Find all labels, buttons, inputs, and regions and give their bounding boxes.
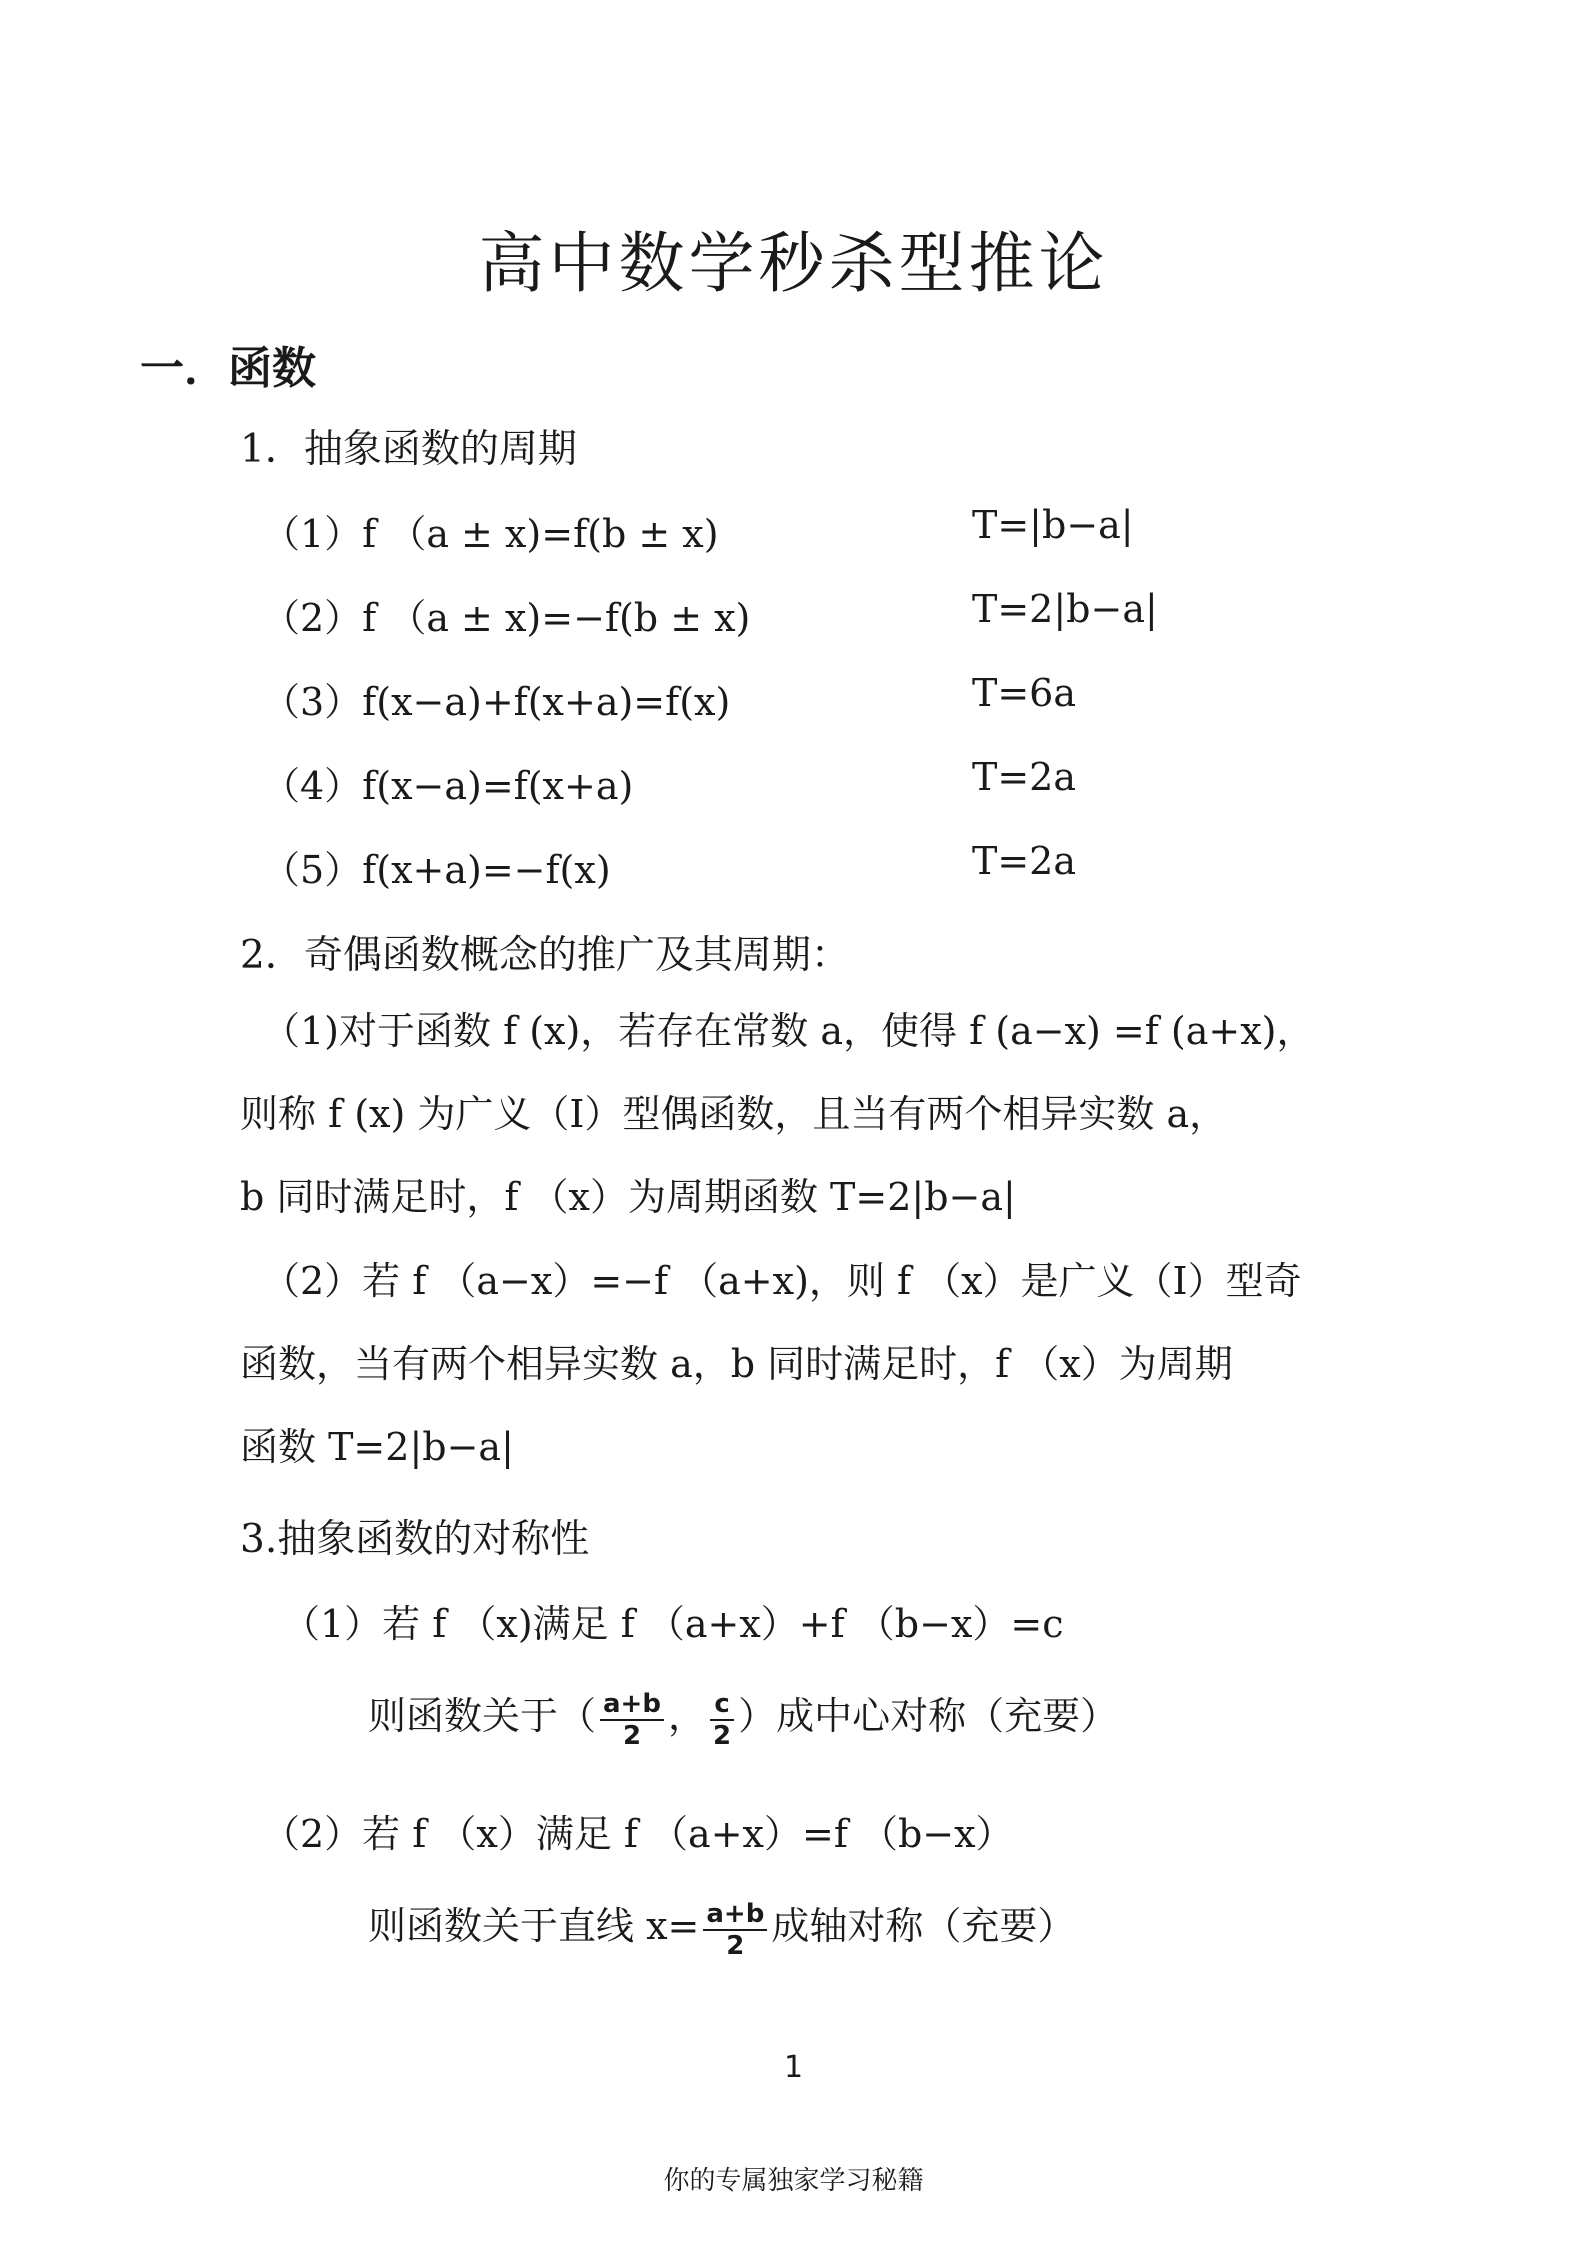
subsection-heading-symmetry: 3.抽象函数的对称性 [240,1517,590,1562]
formula-row-5: （5）f(x+a)=−f(x) [262,848,611,892]
period-row-2: T=2|b−a| [972,587,1158,631]
subsection-heading-parity: 2．奇偶函数概念的推广及其周期： [240,933,850,978]
formula-row-3: （3）f(x−a)+f(x+a)=f(x) [262,680,731,724]
symmetry-conclusion-1 [368,1676,1118,1756]
period-row-3: T=6a [972,671,1077,715]
formula-row-2: （2）f （a ± x)=−f(b ± x) [262,596,751,640]
period-row-1: T=|b−a| [972,503,1134,547]
conclusion-text: 成轴对称（充要） [771,1904,1076,1948]
fraction-c-over-2: $\frac{c}{2}$ [710,1689,734,1751]
paragraph-line: 函数，当有两个相异实数 a，b 同时满足时，f （x）为周期 [240,1342,1233,1386]
paragraph-generalized-odd [240,1240,1360,1489]
paragraph-line: 函数 T=2|b−a| [240,1425,514,1469]
symmetry-condition-2: （2）若 f （x）满足 f （a+x）=f （b−x） [262,1812,1014,1856]
paragraph-line: 则称 f (x) 为广义（Ⅰ）型偶函数，且当有两个相异实数 a， [240,1092,1228,1136]
page-footer: 你的专属独家学习秘籍 [663,2166,924,2196]
conclusion-separator: ， [667,1694,706,1738]
paragraph-line: （2）若 f （a−x）=−f （a+x)，则 f （x）是广义（Ⅰ）型奇 [262,1259,1302,1303]
paragraph-line: b 同时满足时，f （x）为周期函数 T=2|b−a| [240,1175,1016,1219]
formula-row-1: （1）f （a ± x)=f(b ± x) [262,512,719,556]
conclusion-text: 则函数关于直线 x= [368,1904,700,1948]
section-heading-functions: 一．函数 [140,343,316,394]
fraction-a-plus-b-over-2: $\frac{a+b}{2}$ [703,1899,767,1961]
page-title: 高中数学秒杀型推论 [478,225,1109,302]
formula-row-4: （4）f(x−a)=f(x+a) [262,764,634,808]
period-row-4: T=2a [972,755,1077,799]
conclusion-text: 则函数关于（ [368,1694,597,1738]
symmetry-conclusion-2 [368,1886,1075,1966]
conclusion-text: ）成中心对称（充要） [738,1694,1119,1738]
paragraph-line: （1)对于函数 f (x)，若存在常数 a，使得 f (a−x) =f (a+x)， [262,1009,1315,1053]
symmetry-condition-1: （1）若 f （x)满足 f （a+x）+f （b−x）=c [282,1602,1064,1646]
page-number: 1 [783,2050,804,2085]
fraction-a-plus-b-over-2: $\frac{a+b}{2}$ [600,1689,664,1751]
subsection-heading-periodicity: 1．抽象函数的周期 [240,427,577,472]
period-row-5: T=2a [972,839,1077,883]
paragraph-generalized-even [240,990,1360,1239]
